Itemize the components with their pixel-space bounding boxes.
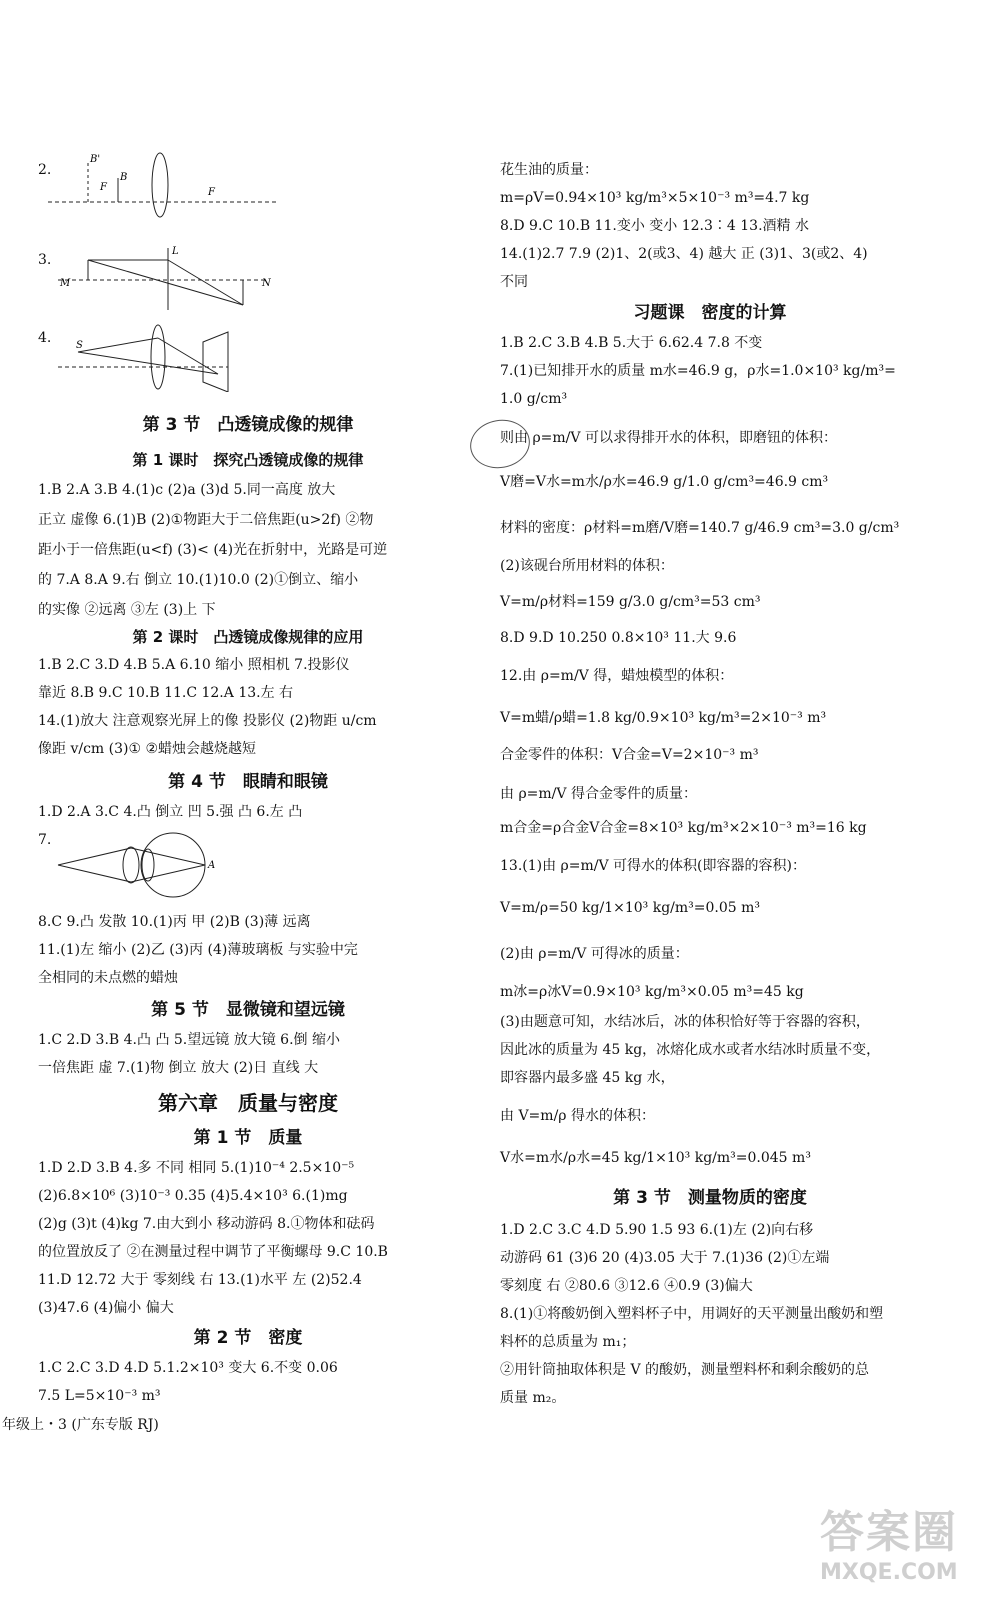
lesson-title-1: 第 1 课时 探究凸透镜成像的规律 (132, 451, 364, 469)
answer-line: 的位置放反了 ②在测量过程中调节了平衡螺母 9.C 10.B (38, 1244, 388, 1260)
lens-diagram-q3 (58, 240, 288, 315)
answer-line: 1.C 2.D 3.B 4.凸 凸 5.望远镜 放大镜 6.倒 缩小 (38, 1032, 340, 1048)
formula-line: V=m蜡/ρ蜡=1.8 kg/0.9×10³ kg/m³=2×10⁻³ m³ (500, 710, 827, 726)
answer-line: 8.(1)①将酸奶倒入塑料杯子中，用调好的天平测量出酸奶和塑 (500, 1306, 884, 1322)
answer-line: 正立 虚像 6.(1)B (2)①物距大于二倍焦距(u>2f) ②物 (38, 512, 374, 528)
answer-line: 靠近 8.B 9.C 10.B 11.C 12.A 13.左 右 (38, 685, 294, 701)
section-title-5: 第 5 节 显微镜和望远镜 (151, 1000, 345, 1020)
answer-line: 1.D 2.C 3.C 4.D 5.90 1.5 93 6.(1)左 (2)向右移 (500, 1222, 814, 1238)
answer-line: 动游码 61 (3)6 20 (4)3.05 大于 7.(1)36 (2)①左端 (500, 1250, 830, 1266)
answer-line: 14.(1)2.7 7.9 (2)1、2(或3、4) 越大 正 (3)1、3(或2、4) (500, 246, 868, 262)
section-title-ch6-2: 第 2 节 密度 (193, 1328, 303, 1348)
q2-label: 2. (38, 162, 52, 178)
svg-text:L: L (172, 246, 179, 257)
answer-line: 的 7.A 8.A 9.右 倒立 10.(1)10.0 (2)①倒立、缩小 (38, 572, 359, 588)
section-title-3: 第 3 节 凸透镜成像的规律 (142, 415, 354, 435)
answer-line: 12.由 ρ=m/V 得，蜡烛模型的体积： (500, 668, 734, 684)
answer-line: 由 V=m/ρ 得水的体积： (500, 1108, 655, 1124)
answer-line: 7.5 L=5×10⁻³ m³ (38, 1388, 161, 1404)
answer-line: 因此冰的质量为 45 kg，冰熔化成水或者水结冰时质量不变， (500, 1042, 881, 1058)
q4-label: 4. (38, 330, 52, 346)
answer-line: (3)由题意可知，水结冰后，冰的体积恰好等于容器的容积， (500, 1014, 870, 1030)
answer-line: 8.C 9.凸 发散 10.(1)丙 甲 (2)B (3)薄 远离 (38, 914, 311, 930)
answer-line: 13.(1)由 ρ=m/V 可得水的体积(即容器的容积)： (500, 858, 806, 874)
formula-line: V=m/ρ=50 kg/1×10³ kg/m³=0.05 m³ (500, 900, 761, 916)
answer-line: 一倍焦距 虚 7.(1)物 倒立 放大 (2)日 直线 大 (38, 1060, 319, 1076)
answer-line: 则由 ρ=m/V 可以求得排开水的体积，即磨钮的体积： (500, 430, 837, 446)
section-title-ch6-1: 第 1 节 质量 (193, 1128, 303, 1148)
svg-text:B': B' (90, 154, 101, 165)
answer-line: 不同 (500, 274, 528, 290)
formula-line: m冰=ρ冰V=0.9×10³ kg/m³×0.05 m³=45 kg (500, 984, 804, 1000)
lens-diagram-q2 (48, 150, 278, 220)
answer-line: 的实像 ②远离 ③左 (3)上 下 (38, 602, 216, 618)
answer-line: 像距 v/cm (3)① ②蜡烛会越烧越短 (38, 741, 257, 757)
answer-line: 8.D 9.C 10.B 11.变小 变小 12.3∶4 13.酒精 水 (500, 218, 809, 234)
answer-line: 11.D 12.72 大于 零刻线 右 13.(1)水平 左 (2)52.4 (38, 1272, 362, 1288)
formula-line: m合金=ρ合金V合金=8×10³ kg/m³×2×10⁻³ m³=16 kg (500, 820, 867, 836)
lens-diagram-q4 (58, 322, 258, 392)
answer-line: 7.(1)已知排开水的质量 m水=46.9 g，ρ水=1.0×10³ kg/m³= (500, 363, 896, 379)
answer-line: 1.B 2.C 3.B 4.B 5.大于 6.62.4 7.8 不变 (500, 335, 763, 351)
formula-line: V=m/ρ材料=159 g/3.0 g/cm³=53 cm³ (500, 594, 761, 610)
answer-line: 料杯的总质量为 m₁； (500, 1334, 636, 1350)
answer-line: m=ρV=0.94×10³ kg/m³×5×10⁻³ m³=4.7 kg (500, 190, 810, 206)
section-title-measure: 第 3 节 测量物质的密度 (613, 1188, 807, 1208)
chapter-title: 第六章 质量与密度 (158, 1091, 338, 1115)
watermark-text: 答案圈 (820, 1507, 958, 1558)
answer-line: 1.D 2.D 3.B 4.多 不同 相同 5.(1)10⁻⁴ 2.5×10⁻⁵ (38, 1160, 355, 1176)
answer-line: 1.C 2.C 3.D 4.D 5.1.2×10³ 变大 6.不变 0.06 (38, 1360, 338, 1376)
svg-text:F: F (100, 182, 107, 193)
page-footer: 年级上・3 (广东专版 RJ) (2, 1417, 159, 1433)
answer-line: (2)g (3)t (4)kg 7.由大到小 移动游码 8.①物体和砝码 (38, 1216, 375, 1232)
formula-line: 材料的密度：ρ材料=m磨/V磨=140.7 g/46.9 cm³=3.0 g/cm³ (500, 520, 900, 536)
answer-line: 距小于一倍焦距(u<f) (3)< (4)光在折射中，光路是可逆 (38, 542, 388, 558)
q7-label: 7. (38, 832, 52, 848)
answer-line: 1.0 g/cm³ (500, 391, 568, 407)
q3-label: 3. (38, 252, 52, 268)
answer-line: (2)由 ρ=m/V 可得冰的质量： (500, 946, 689, 962)
answer-line: (2)该砚台所用材料的体积： (500, 558, 674, 574)
answer-line: (2)6.8×10⁶ (3)10⁻³ 0.35 (4)5.4×10³ 6.(1)mg (38, 1188, 348, 1204)
answer-line: ②用针筒抽取体积是 V 的酸奶，测量塑料杯和剩余酸奶的总 (500, 1362, 870, 1378)
eye-diagram (53, 830, 253, 900)
svg-text:S: S (76, 340, 83, 351)
exercise-lesson-title: 习题课 密度的计算 (633, 303, 787, 323)
answer-line: 花生油的质量： (500, 162, 598, 178)
answer-line: 零刻度 右 ②80.6 ③12.6 ④0.9 (3)偏大 (500, 1278, 753, 1294)
section-title-4: 第 4 节 眼睛和眼镜 (168, 772, 328, 792)
formula-line: V水=m水/ρ水=45 kg/1×10³ kg/m³=0.045 m³ (500, 1150, 811, 1166)
answer-line: 全相同的未点燃的蜡烛 (38, 970, 178, 986)
answer-line: 1.B 2.A 3.B 4.(1)c (2)a (3)d 5.同一高度 放大 (38, 482, 336, 498)
answer-line: 1.B 2.C 3.D 4.B 5.A 6.10 缩小 照相机 7.投影仪 (38, 657, 350, 673)
watermark-url: MXQE.COM (820, 1560, 958, 1585)
answer-line: 合金零件的体积：V合金=V=2×10⁻³ m³ (500, 747, 759, 763)
svg-text:B: B (120, 172, 128, 183)
svg-text:F: F (208, 187, 215, 198)
svg-text:M: M (60, 278, 71, 289)
answer-line: 8.D 9.D 10.250 0.8×10³ 11.大 9.6 (500, 630, 737, 646)
watermark-logo (820, 1496, 990, 1586)
formula-line: V磨=V水=m水/ρ水=46.9 g/1.0 g/cm³=46.9 cm³ (500, 474, 829, 490)
answer-line: 由 ρ=m/V 得合金零件的质量： (500, 786, 697, 802)
svg-text:A: A (208, 860, 216, 871)
answer-line: 11.(1)左 缩小 (2)乙 (3)丙 (4)薄玻璃板 与实验中完 (38, 942, 358, 958)
answer-line: 14.(1)放大 注意观察光屏上的像 投影仪 (2)物距 u/cm (38, 713, 377, 729)
answer-line: 即容器内最多盛 45 kg 水， (500, 1070, 675, 1086)
answer-line: (3)47.6 (4)偏小 偏大 (38, 1300, 174, 1316)
svg-text:N: N (262, 278, 271, 289)
answer-line: 质量 m₂。 (500, 1390, 566, 1406)
answer-line: 1.D 2.A 3.C 4.凸 倒立 凹 5.强 凸 6.左 凸 (38, 804, 303, 820)
lesson-title-2: 第 2 课时 凸透镜成像规律的应用 (132, 628, 364, 646)
